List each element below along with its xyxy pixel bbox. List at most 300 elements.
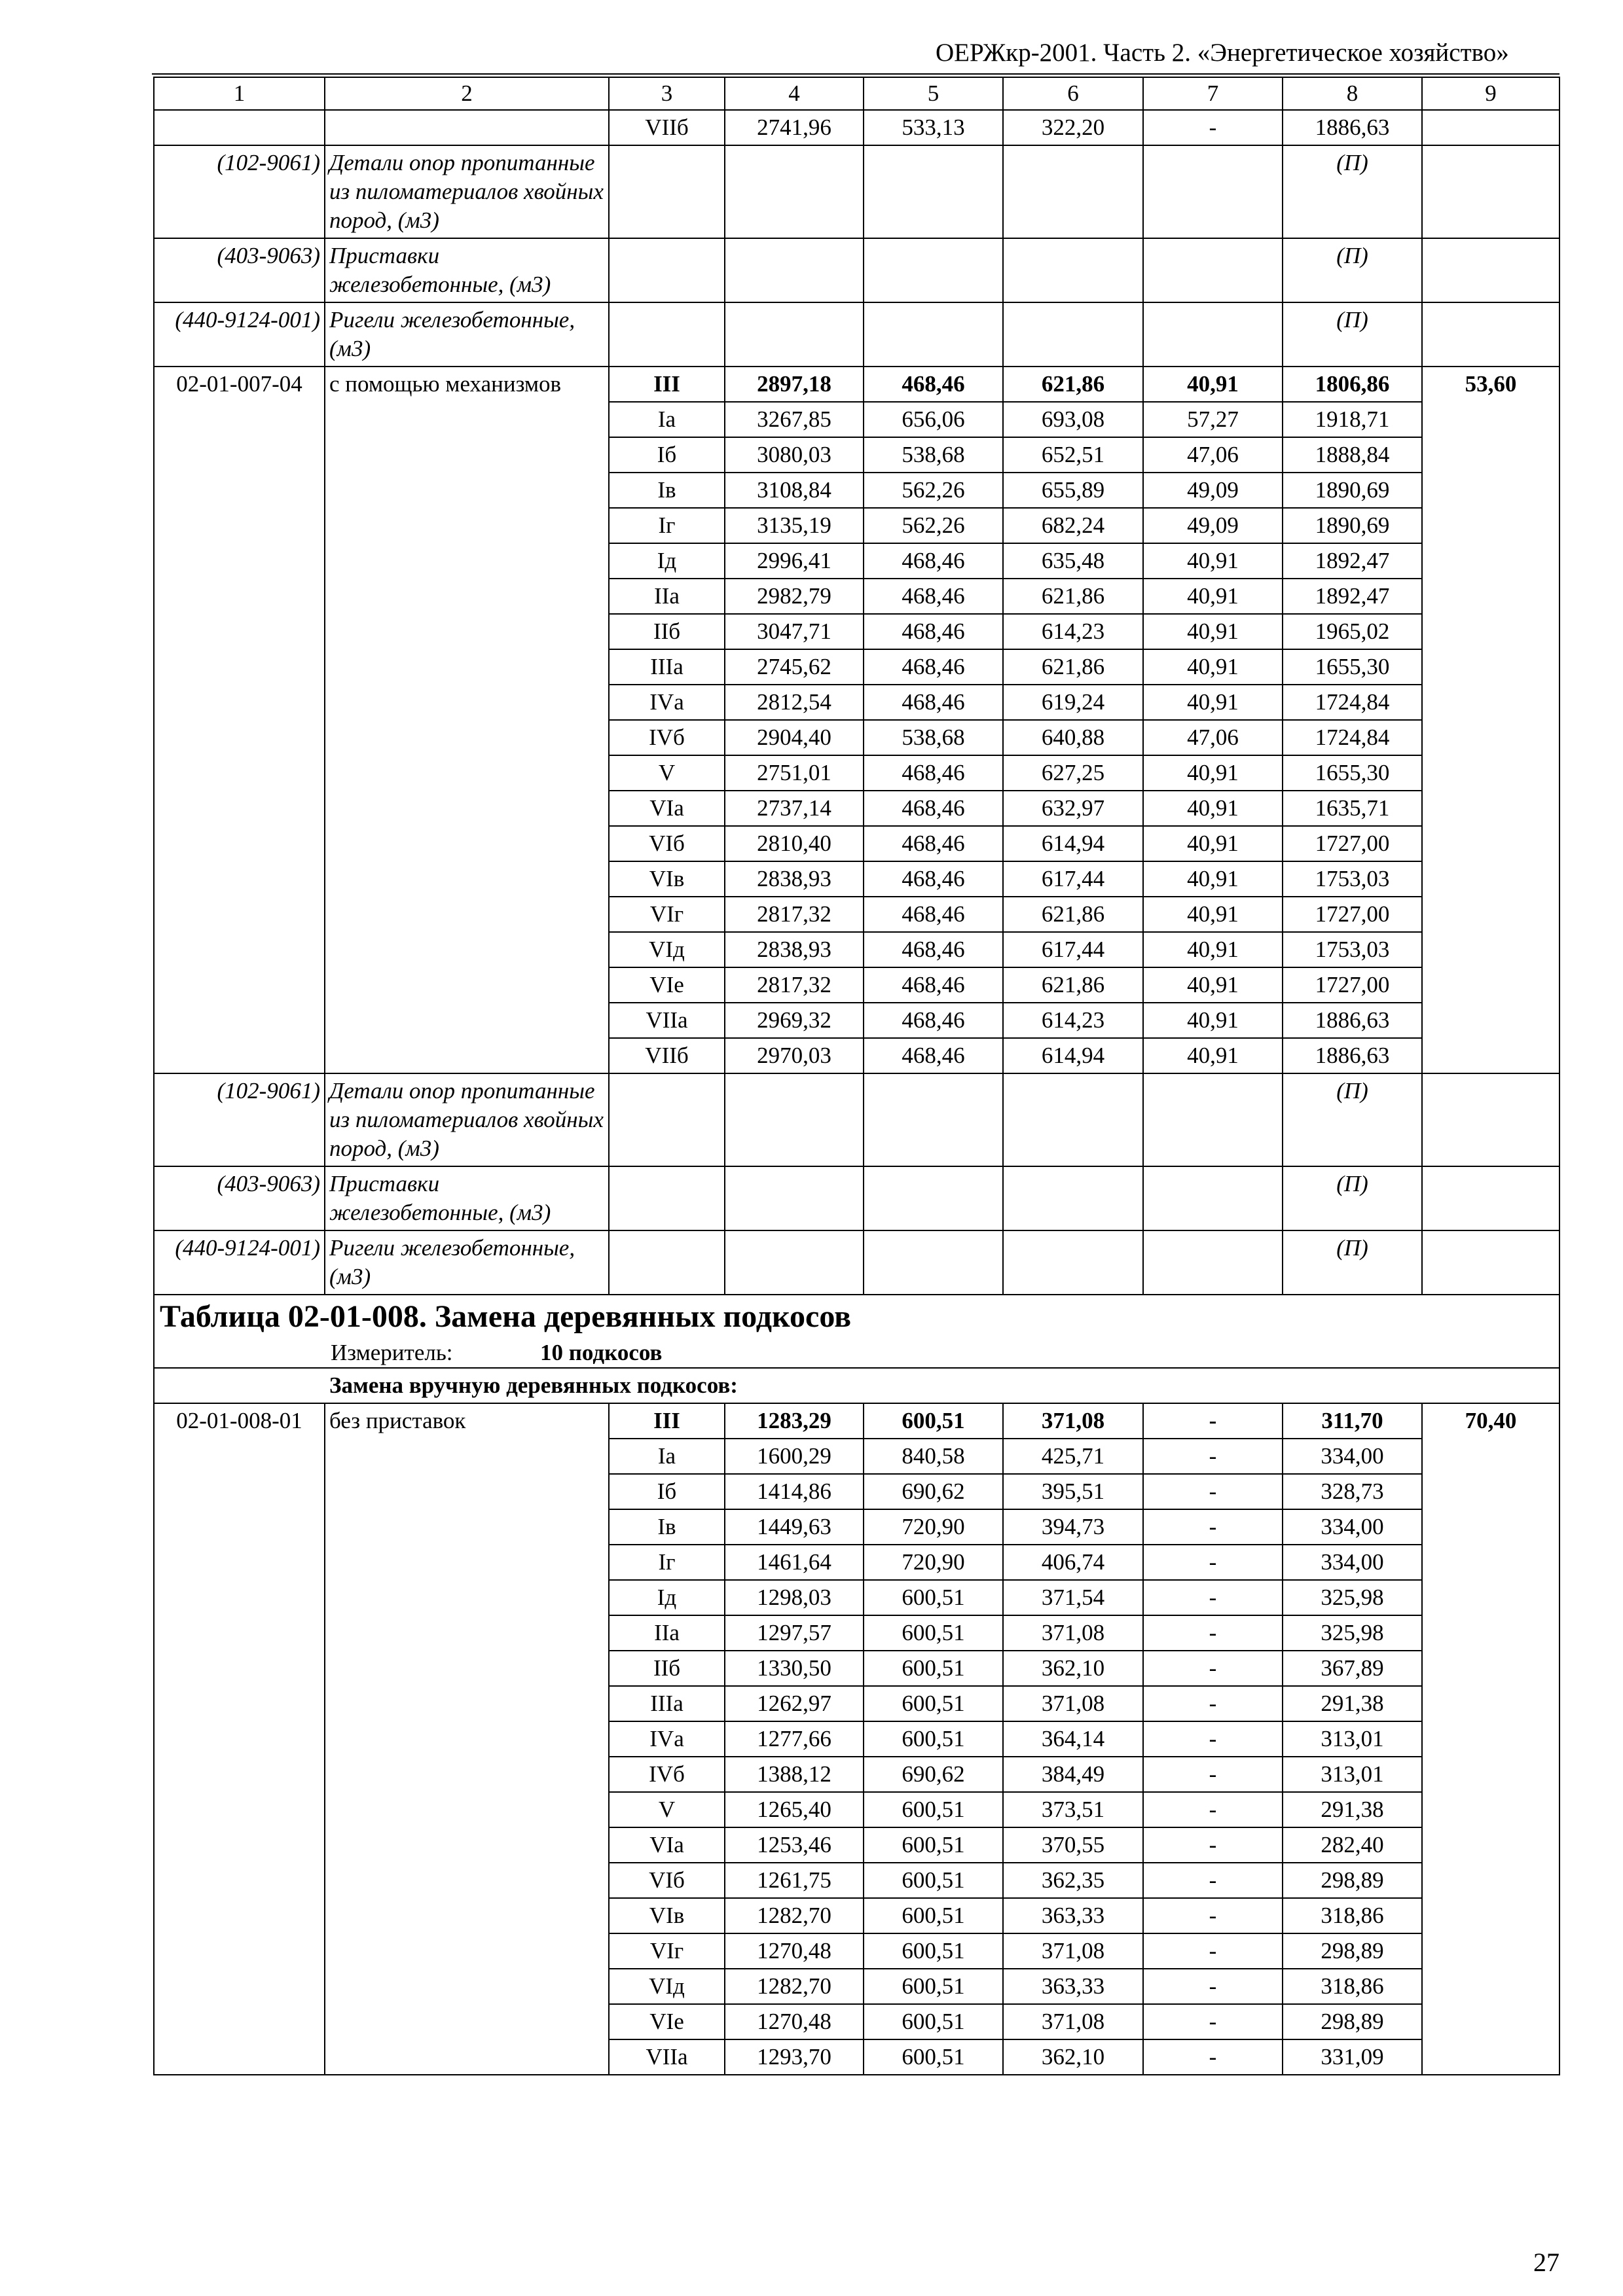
rate-value: 298,89 [1283, 2004, 1422, 2039]
rate-value: 40,91 [1143, 543, 1283, 579]
rate-name: без приставок [325, 1403, 609, 2075]
rate-value: 1753,03 [1283, 861, 1422, 897]
rate-value: 3108,84 [725, 473, 864, 508]
empty-cell [864, 1166, 1003, 1230]
empty-cell [609, 1166, 725, 1230]
rate-value: 655,89 [1003, 473, 1143, 508]
column-number-row [154, 77, 1559, 110]
rate-value: 406,74 [1003, 1545, 1143, 1580]
rate-value: 1297,57 [725, 1615, 864, 1651]
rate-value: Iв [609, 1509, 725, 1545]
rate-value: 468,46 [864, 579, 1003, 614]
rate-value: VIIа [609, 2039, 725, 2075]
rate-value: IVб [609, 720, 725, 755]
rate-value: 2810,40 [725, 826, 864, 861]
rate-value: 1727,00 [1283, 897, 1422, 932]
resource-mark: (П) [1283, 1073, 1422, 1166]
rate-value: 384,49 [1003, 1757, 1143, 1792]
rate-value: 693,08 [1003, 402, 1143, 437]
empty-cell [725, 1230, 864, 1295]
rate-value: 600,51 [864, 1615, 1003, 1651]
rate-value: VIб [609, 826, 725, 861]
rate-value: 600,51 [864, 1580, 1003, 1615]
rate-value: 2817,32 [725, 967, 864, 1003]
empty-cell [1422, 1073, 1559, 1166]
rate-value: III [609, 1403, 725, 1439]
rate-value: 1724,84 [1283, 720, 1422, 755]
column-number: 9 [1422, 77, 1559, 110]
rate-value: 1414,86 [725, 1474, 864, 1509]
resource-code: (102-9061) [154, 1073, 325, 1166]
resource-code: (440-9124-001) [154, 302, 325, 367]
empty-cell [1143, 238, 1283, 302]
rate-value: 2982,79 [725, 579, 864, 614]
rate-value: 840,58 [864, 1439, 1003, 1474]
rate-value: Iд [609, 543, 725, 579]
rate-value: IIб [609, 1651, 725, 1686]
rate-value: 600,51 [864, 1933, 1003, 1969]
rate-value: - [1143, 1474, 1283, 1509]
rate-value: 1253,46 [725, 1827, 864, 1863]
rate-value: 1635,71 [1283, 791, 1422, 826]
rate-value: 533,13 [864, 110, 1003, 145]
rate-value: - [1143, 1651, 1283, 1686]
note-row [154, 1166, 1559, 1230]
rate-value: - [1143, 2004, 1283, 2039]
rate-value: 298,89 [1283, 1863, 1422, 1898]
rate-value: 600,51 [864, 1403, 1003, 1439]
rate-value: 40,91 [1143, 1038, 1283, 1073]
rate-value: 1655,30 [1283, 649, 1422, 685]
rate-value: 632,97 [1003, 791, 1143, 826]
empty-cell [1143, 1073, 1283, 1166]
rate-value: 363,33 [1003, 1969, 1143, 2004]
rate-value: Iб [609, 437, 725, 473]
rate-value: 617,44 [1003, 861, 1143, 897]
column-number: 8 [1283, 77, 1422, 110]
rate-value: 373,51 [1003, 1792, 1143, 1827]
rate-value: IIIа [609, 649, 725, 685]
rate-value: 468,46 [864, 543, 1003, 579]
rate-value: 1892,47 [1283, 579, 1422, 614]
column-number: 4 [725, 77, 864, 110]
rate-value: 1270,48 [725, 1933, 864, 1969]
empty-cell [1003, 1230, 1143, 1295]
rate-value: Iа [609, 402, 725, 437]
rate-value: 2812,54 [725, 685, 864, 720]
col9-value [1422, 110, 1559, 145]
empty-cell [1003, 302, 1143, 367]
rate-value: 1806,86 [1283, 367, 1422, 402]
rate-value: VIд [609, 1969, 725, 2004]
empty-cell [1003, 145, 1143, 238]
rate-value: 363,33 [1003, 1898, 1143, 1933]
rate-value: - [1143, 1545, 1283, 1580]
rate-value: 635,48 [1003, 543, 1143, 579]
note-row [154, 1073, 1559, 1166]
rate-value: 1277,66 [725, 1721, 864, 1757]
rate-value: 468,46 [864, 932, 1003, 967]
rate-value: 334,00 [1283, 1545, 1422, 1580]
note-row [154, 238, 1559, 302]
rate-value: 371,08 [1003, 1686, 1143, 1721]
col9-value: 53,60 [1422, 367, 1559, 1073]
rate-value: 371,08 [1003, 1615, 1143, 1651]
rate-value: 364,14 [1003, 1721, 1143, 1757]
rate-value: 40,91 [1143, 1003, 1283, 1038]
rate-value: IIб [609, 614, 725, 649]
rate-value: 313,01 [1283, 1721, 1422, 1757]
rate-value: VIе [609, 2004, 725, 2039]
rate-value: - [1143, 1933, 1283, 1969]
empty-cell [1143, 302, 1283, 367]
rate-value: VIIб [609, 110, 725, 145]
rate-row [154, 110, 1559, 145]
rate-value: 1262,97 [725, 1686, 864, 1721]
rate-value: VIIб [609, 1038, 725, 1073]
rate-value: 600,51 [864, 1827, 1003, 1863]
rate-value: 1890,69 [1283, 508, 1422, 543]
rate-value: 362,10 [1003, 1651, 1143, 1686]
column-number: 7 [1143, 77, 1283, 110]
rate-value: V [609, 1792, 725, 1827]
rate-value: - [1143, 1969, 1283, 2004]
rate-value: 371,08 [1003, 1403, 1143, 1439]
rate-value: 1886,63 [1283, 110, 1422, 145]
rate-value: IIIа [609, 1686, 725, 1721]
rate-value: 468,46 [864, 367, 1003, 402]
rate-value: 282,40 [1283, 1827, 1422, 1863]
rate-value: 600,51 [864, 2004, 1003, 2039]
rate-value: 1886,63 [1283, 1003, 1422, 1038]
resource-mark: (П) [1283, 1166, 1422, 1230]
rate-value: 640,88 [1003, 720, 1143, 755]
rate-value: 468,46 [864, 685, 1003, 720]
rate-value: Iб [609, 1474, 725, 1509]
empty-cell [1143, 1230, 1283, 1295]
rate-value: 468,46 [864, 1003, 1003, 1038]
rate-value: 318,86 [1283, 1969, 1422, 2004]
rate-value: 619,24 [1003, 685, 1143, 720]
rate-value: 2897,18 [725, 367, 864, 402]
empty-cell [1143, 145, 1283, 238]
rate-value: Iг [609, 508, 725, 543]
section-title: Таблица 02-01-008. Замена деревянных подкосов [160, 1299, 852, 1334]
empty-cell [609, 1230, 725, 1295]
empty-cell [609, 302, 725, 367]
note-row [154, 145, 1559, 238]
rate-value: VIв [609, 861, 725, 897]
rate-value: - [1143, 1827, 1283, 1863]
rate-value: 621,86 [1003, 579, 1143, 614]
rates-table-body [154, 77, 1559, 2075]
rate-value: 40,91 [1143, 967, 1283, 1003]
resource-mark: (П) [1283, 1230, 1422, 1295]
rate-value: 1282,70 [725, 1898, 864, 1933]
empty-cell [1003, 1166, 1143, 1230]
rate-value: 468,46 [864, 791, 1003, 826]
column-number: 5 [864, 77, 1003, 110]
rate-value: VIе [609, 967, 725, 1003]
rate-value: 3135,19 [725, 508, 864, 543]
rate-value: 325,98 [1283, 1615, 1422, 1651]
empty-cell [1422, 1230, 1559, 1295]
col9-value: 70,40 [1422, 1403, 1559, 2075]
rate-value: 40,91 [1143, 685, 1283, 720]
rate-value: - [1143, 2039, 1283, 2075]
rate-value: 614,23 [1003, 1003, 1143, 1038]
rate-value: 49,09 [1143, 473, 1283, 508]
rate-row [154, 367, 1559, 402]
empty-cell [864, 145, 1003, 238]
rate-value: 1265,40 [725, 1792, 864, 1827]
rate-value: 40,91 [1143, 755, 1283, 791]
rate-value: 1727,00 [1283, 826, 1422, 861]
rate-value: 334,00 [1283, 1509, 1422, 1545]
column-number: 6 [1003, 77, 1143, 110]
empty-cell [864, 238, 1003, 302]
rate-value: 1727,00 [1283, 967, 1422, 1003]
rate-value: 2996,41 [725, 543, 864, 579]
empty-cell [1422, 145, 1559, 238]
rate-value: 425,71 [1003, 1439, 1143, 1474]
rate-value: 621,86 [1003, 367, 1143, 402]
empty-cell [609, 238, 725, 302]
rate-value: 1753,03 [1283, 932, 1422, 967]
rate-value: 468,46 [864, 861, 1003, 897]
subtitle-row [154, 1368, 1559, 1403]
empty-cell [609, 1073, 725, 1166]
note-row [154, 1230, 1559, 1295]
resource-name: Ригели железобетонные, (м3) [325, 302, 609, 367]
rate-value: 614,23 [1003, 614, 1143, 649]
rate-value: IIа [609, 579, 725, 614]
rate-value: 600,51 [864, 1969, 1003, 2004]
rate-value: 600,51 [864, 1686, 1003, 1721]
rate-value: III [609, 367, 725, 402]
rate-value: 1886,63 [1283, 1038, 1422, 1073]
empty-cell [1422, 1166, 1559, 1230]
rate-value: 291,38 [1283, 1792, 1422, 1827]
rate-value: 291,38 [1283, 1686, 1422, 1721]
rate-value: IVа [609, 1721, 725, 1757]
rate-value: 2970,03 [725, 1038, 864, 1073]
rate-value: 362,35 [1003, 1863, 1143, 1898]
rate-value: 1600,29 [725, 1439, 864, 1474]
rate-value: 371,08 [1003, 1933, 1143, 1969]
rate-value: 600,51 [864, 1863, 1003, 1898]
rate-value: 40,91 [1143, 649, 1283, 685]
rate-value: 325,98 [1283, 1580, 1422, 1615]
rate-value: 47,06 [1143, 720, 1283, 755]
rate-value: 371,08 [1003, 2004, 1143, 2039]
rate-value: 600,51 [864, 1651, 1003, 1686]
rate-value: - [1143, 1721, 1283, 1757]
rate-value: 2838,93 [725, 932, 864, 967]
empty-cell [864, 1230, 1003, 1295]
measure-line [160, 1338, 1554, 1367]
resource-mark: (П) [1283, 302, 1422, 367]
rate-value: 40,91 [1143, 579, 1283, 614]
header-rule [152, 73, 1559, 75]
rate-value: 1270,48 [725, 2004, 864, 2039]
rate-value: 690,62 [864, 1757, 1003, 1792]
rate-value: 562,26 [864, 508, 1003, 543]
resource-name: Приставки железобетонные, (м3) [325, 238, 609, 302]
rate-value: 1655,30 [1283, 755, 1422, 791]
column-number: 1 [154, 77, 325, 110]
rate-value: 2751,01 [725, 755, 864, 791]
rate-value: 40,91 [1143, 826, 1283, 861]
measure-value: 10 подкосов [540, 1340, 663, 1365]
rate-value: 468,46 [864, 967, 1003, 1003]
rate-value: 617,44 [1003, 932, 1143, 967]
rate-value: - [1143, 1792, 1283, 1827]
rate-value: 1965,02 [1283, 614, 1422, 649]
rate-value: 40,91 [1143, 614, 1283, 649]
rate-value: 1298,03 [725, 1580, 864, 1615]
rate-value: 40,91 [1143, 861, 1283, 897]
rate-name: с помощью механизмов [325, 367, 609, 1073]
rate-value: 600,51 [864, 1792, 1003, 1827]
rate-value: - [1143, 1615, 1283, 1651]
empty-cell [725, 238, 864, 302]
rate-value: 40,91 [1143, 932, 1283, 967]
rate-value: 1918,71 [1283, 402, 1422, 437]
rate-value: 40,91 [1143, 367, 1283, 402]
rate-value: IVа [609, 685, 725, 720]
rate-code [154, 110, 325, 145]
rate-value: 362,10 [1003, 2039, 1143, 2075]
rate-value: 1724,84 [1283, 685, 1422, 720]
rate-value: 311,70 [1283, 1403, 1422, 1439]
section-subtitle: Замена вручную деревянных подкосов: [154, 1368, 1559, 1403]
rate-value: 334,00 [1283, 1439, 1422, 1474]
rate-value: VIг [609, 1933, 725, 1969]
rate-value: 1293,70 [725, 2039, 864, 2075]
rate-value: 40,91 [1143, 791, 1283, 826]
rate-value: 49,09 [1143, 508, 1283, 543]
rate-value: 2745,62 [725, 649, 864, 685]
rate-value: 2838,93 [725, 861, 864, 897]
resource-mark: (П) [1283, 238, 1422, 302]
rate-value: 40,91 [1143, 897, 1283, 932]
column-number: 3 [609, 77, 725, 110]
rate-value: 395,51 [1003, 1474, 1143, 1509]
rates-table [153, 77, 1560, 2075]
rate-value: 57,27 [1143, 402, 1283, 437]
rate-value: 600,51 [864, 2039, 1003, 2075]
rate-value: 468,46 [864, 826, 1003, 861]
empty-cell [725, 1166, 864, 1230]
rate-value: 322,20 [1003, 110, 1143, 145]
rate-value: 47,06 [1143, 437, 1283, 473]
resource-name: Ригели железобетонные, (м3) [325, 1230, 609, 1295]
rate-value: 328,73 [1283, 1474, 1422, 1509]
rate-value: 3080,03 [725, 437, 864, 473]
rate-value: 298,89 [1283, 1933, 1422, 1969]
rate-row [154, 1403, 1559, 1439]
rate-code: 02-01-007-04 [154, 367, 325, 1073]
rate-value: VIд [609, 932, 725, 967]
rate-value: IVб [609, 1757, 725, 1792]
rate-value: 600,51 [864, 1721, 1003, 1757]
measure-label: Измеритель: [331, 1340, 453, 1365]
rate-value: 371,54 [1003, 1580, 1143, 1615]
running-header: ОЕРЖкр-2001. Часть 2. «Энергетическое хозяйство» [936, 39, 1509, 67]
rate-value: 1388,12 [725, 1757, 864, 1792]
rate-value: 468,46 [864, 649, 1003, 685]
rate-value: VIв [609, 1898, 725, 1933]
rate-value: 2817,32 [725, 897, 864, 932]
note-row [154, 302, 1559, 367]
rate-value: 394,73 [1003, 1509, 1143, 1545]
rate-value: 652,51 [1003, 437, 1143, 473]
rate-value: - [1143, 110, 1283, 145]
rate-value: VIIа [609, 1003, 725, 1038]
empty-cell [609, 145, 725, 238]
rate-value: 690,62 [864, 1474, 1003, 1509]
rate-value: - [1143, 1439, 1283, 1474]
rate-value: 621,86 [1003, 649, 1143, 685]
rate-value: 1449,63 [725, 1509, 864, 1545]
resource-code: (440-9124-001) [154, 1230, 325, 1295]
rate-value: 3047,71 [725, 614, 864, 649]
empty-cell [725, 302, 864, 367]
rate-value: 720,90 [864, 1509, 1003, 1545]
rate-code: 02-01-008-01 [154, 1403, 325, 2075]
rate-value: 1283,29 [725, 1403, 864, 1439]
rate-value: 1890,69 [1283, 473, 1422, 508]
rate-value: 468,46 [864, 614, 1003, 649]
rate-value: Iв [609, 473, 725, 508]
rate-value: Iг [609, 1545, 725, 1580]
empty-cell [1422, 302, 1559, 367]
rate-value: IIа [609, 1615, 725, 1651]
rate-value: 562,26 [864, 473, 1003, 508]
rate-value: 1892,47 [1283, 543, 1422, 579]
rate-value: 2904,40 [725, 720, 864, 755]
rate-value: VIб [609, 1863, 725, 1898]
rate-value: 1282,70 [725, 1969, 864, 2004]
page-number: 27 [1533, 2248, 1559, 2277]
rate-value: 600,51 [864, 1898, 1003, 1933]
rate-value: VIг [609, 897, 725, 932]
empty-cell [1422, 238, 1559, 302]
rate-value: 1330,50 [725, 1651, 864, 1686]
resource-code: (403-9063) [154, 238, 325, 302]
rate-value: 318,86 [1283, 1898, 1422, 1933]
resource-code: (102-9061) [154, 145, 325, 238]
empty-cell [1003, 1073, 1143, 1166]
rate-value: 313,01 [1283, 1757, 1422, 1792]
rate-value: 627,25 [1003, 755, 1143, 791]
rate-value: - [1143, 1898, 1283, 1933]
rate-value: 614,94 [1003, 1038, 1143, 1073]
rate-value: - [1143, 1757, 1283, 1792]
rate-value: - [1143, 1509, 1283, 1545]
rate-value: - [1143, 1580, 1283, 1615]
rate-value: Iа [609, 1439, 725, 1474]
rate-value: 2969,32 [725, 1003, 864, 1038]
rate-value: 621,86 [1003, 897, 1143, 932]
rate-value: 1461,64 [725, 1545, 864, 1580]
rate-value: 614,94 [1003, 826, 1143, 861]
resource-code: (403-9063) [154, 1166, 325, 1230]
rate-value: 656,06 [864, 402, 1003, 437]
rate-value: 538,68 [864, 720, 1003, 755]
empty-cell [725, 145, 864, 238]
